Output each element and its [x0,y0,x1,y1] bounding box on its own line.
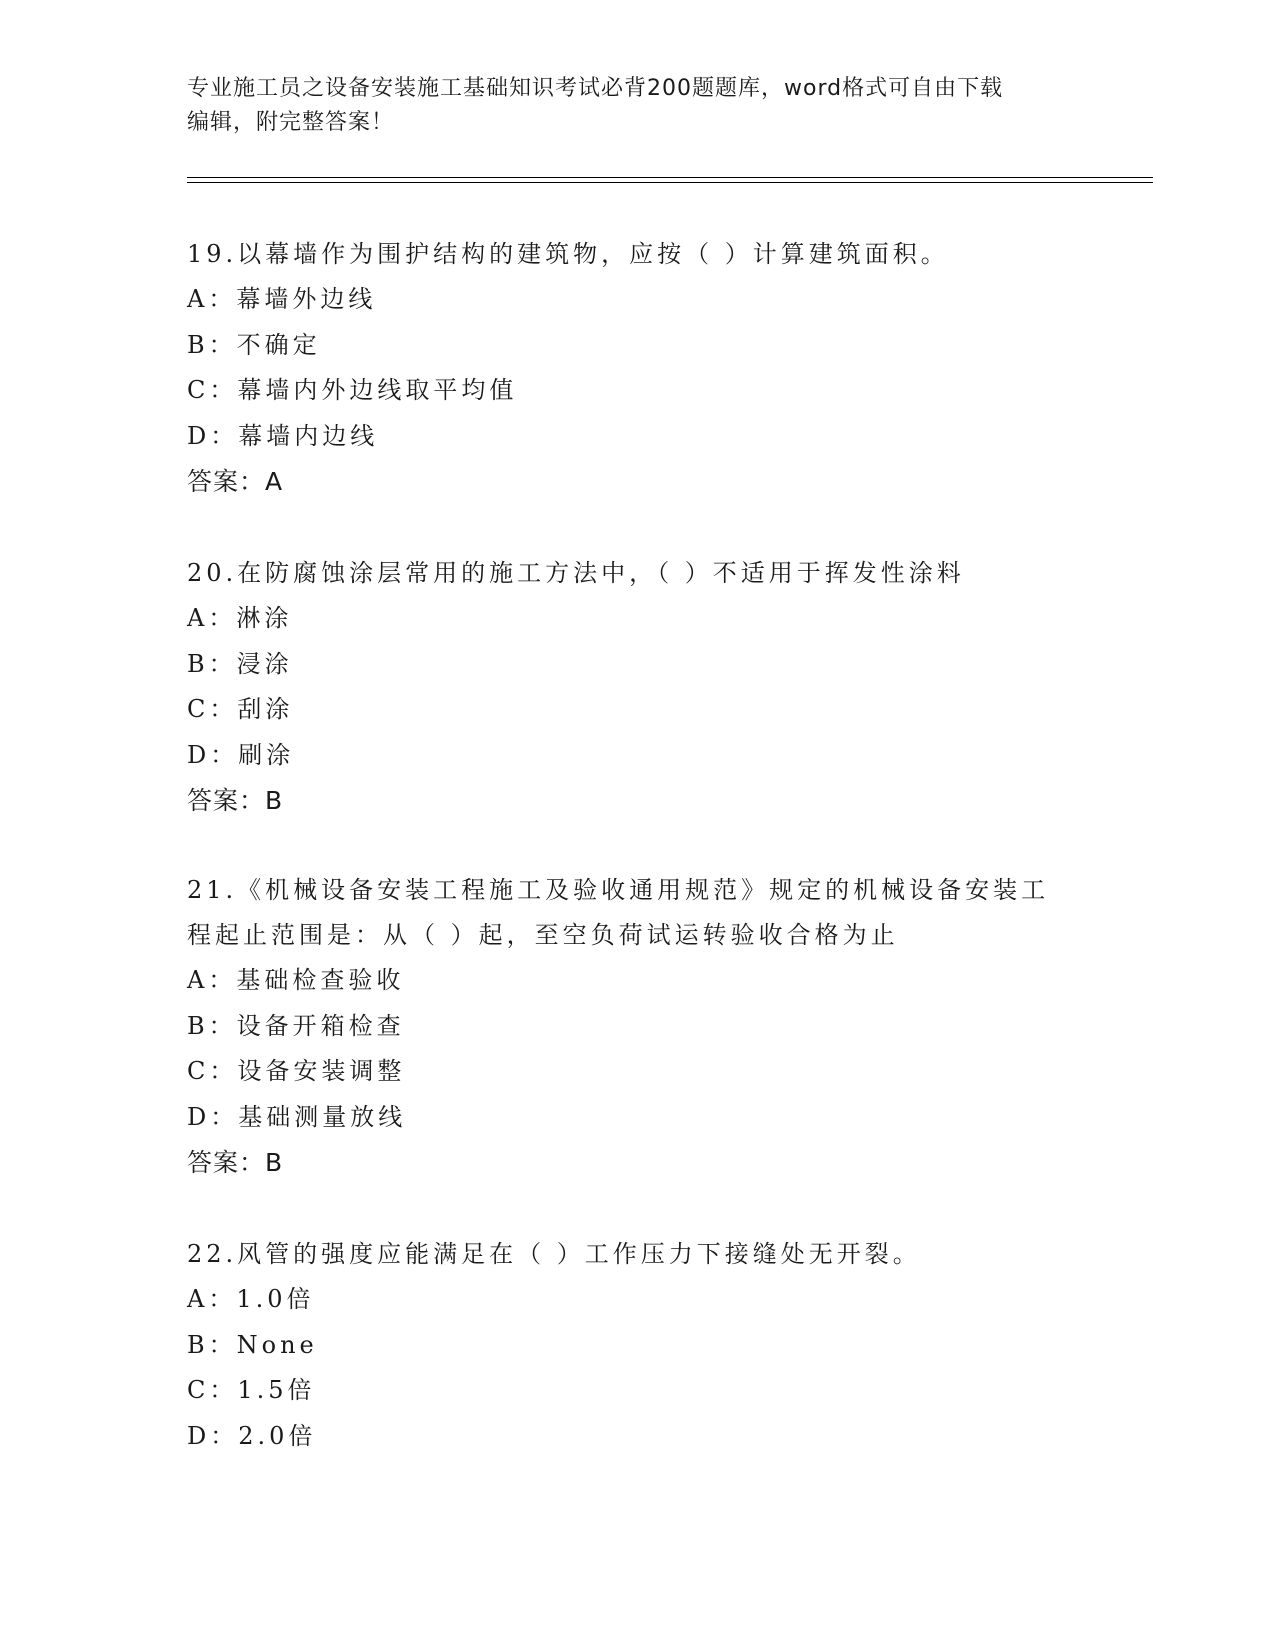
question-20 [187,551,1087,823]
option-a: A：幕墙外边线 [187,285,377,313]
option-b: B：None [187,1330,318,1359]
option-d: D：基础测量放线 [187,1102,407,1131]
header-divider-top [187,177,1153,178]
question-stem-line-1: 21.《机械设备安装工程施工及验收通用规范》规定的机械设备安装工 [187,876,1050,904]
option-a: A：1.0倍 [187,1285,315,1313]
header-line-2: 编辑，附完整答案！ [187,110,395,135]
option-b: B：设备开箱检查 [187,1011,405,1040]
answer: 答案：A [187,467,284,496]
option-c: C：设备安装调整 [187,1057,406,1085]
option-d: D：幕墙内边线 [187,421,379,450]
question-22 [187,1232,1087,1459]
answer: 答案：B [187,1148,284,1177]
option-d: D：2.0倍 [187,1421,317,1450]
document-header [187,72,1087,140]
option-d: D：刷涂 [187,740,295,769]
header-line-1: 专业施工员之设备安装施工基础知识考试必背200题题库，word格式可自由下载 [187,76,1004,101]
option-b: B：不确定 [187,330,321,359]
option-c: C：刮涂 [187,695,294,723]
question-stem: 19.以幕墙作为围护结构的建筑物，应按（ ）计算建筑面积。 [187,240,949,268]
option-a: A：淋涂 [187,604,293,632]
question-stem-line-2: 程起止范围是：从（ ）起，至空负荷试运转验收合格为止 [187,921,899,949]
question-stem: 20.在防腐蚀涂层常用的施工方法中，（ ）不适用于挥发性涂料 [187,559,965,587]
question-19 [187,232,1087,504]
option-c: C：1.5倍 [187,1376,316,1404]
option-b: B：浸涂 [187,649,293,678]
question-21 [187,868,1087,1185]
answer: 答案：B [187,786,284,815]
option-a: A：基础检查验收 [187,966,405,994]
question-stem: 22.风管的强度应能满足在（ ）工作压力下接缝处无开裂。 [187,1240,921,1268]
header-divider-bottom [187,182,1153,183]
option-c: C：幕墙内外边线取平均值 [187,376,518,404]
